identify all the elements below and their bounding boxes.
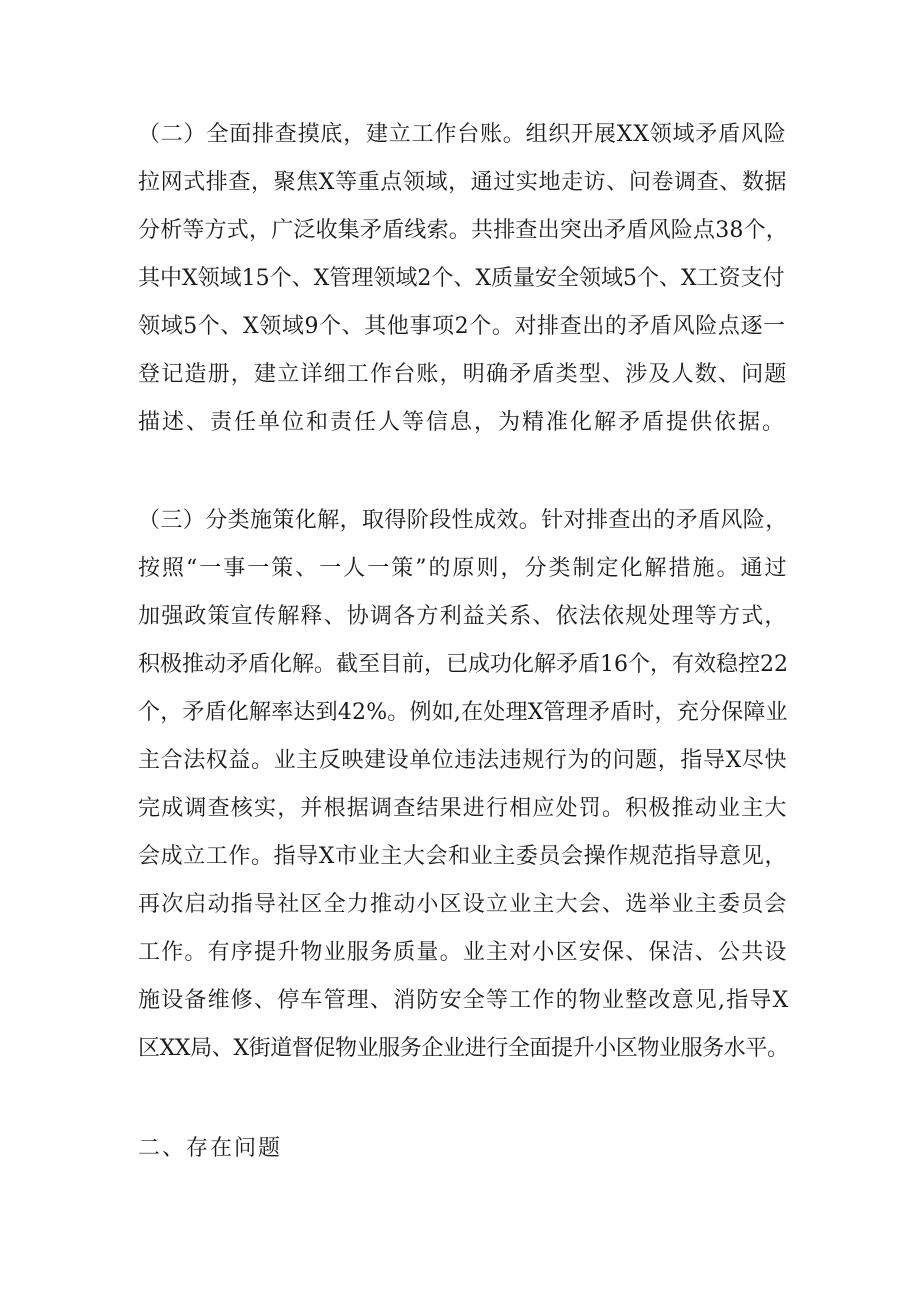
paragraph-line: （三）分类施策化解，取得阶段性成效。针对排查出的矛盾风险， — [138, 508, 788, 533]
paragraph-line: 描述、责任单位和责任人等信息，为精准化解矛盾提供依据。 — [138, 410, 787, 435]
paragraph-line: 其中X领域15个、X管理领域2个、X质量安全领域5个、X工资支付 — [138, 266, 785, 291]
paragraph-line: 区XX局、X街道督促物业服务企业进行全面提升小区物业服务水平。 — [138, 1036, 789, 1061]
paragraph-line: 再次启动指导社区全力推动小区设立业主大会、选举业主委员会 — [138, 892, 788, 917]
paragraph-line: 主合法权益。业主反映建设单位违法违规行为的问题，指导X尽快 — [138, 748, 788, 773]
paragraph-line: 完成调查核实，并根据调查结果进行相应处罚。积极推动业主大 — [138, 796, 788, 821]
paragraph-line: 拉网式排查，聚焦X等重点领域，通过实地走访、问卷调查、数据 — [138, 170, 788, 195]
paragraph-line: 积极推动矛盾化解。截至目前，已成功化解矛盾16个，有效稳控22 — [138, 652, 788, 677]
paragraph-line: 领域5个、X领域9个、其他事项2个。对排查出的矛盾风险点逐一 — [138, 314, 786, 339]
paragraph-line: 工作。有序提升物业服务质量。业主对小区安保、保洁、公共设 — [138, 940, 788, 965]
paragraph-line: 施设备维修、停车管理、消防安全等工作的物业整改意见,指导X — [138, 988, 790, 1013]
paragraph-line: 个，矛盾化解率达到42%。例如,在处理X管理矛盾时，充分保障业 — [138, 700, 788, 725]
paragraph-line: （二）全面排查摸底，建立工作台账。组织开展XX领域矛盾风险 — [138, 122, 787, 147]
paragraph-line: 加强政策宣传解释、协调各方利益关系、依法依规处理等方式， — [138, 604, 788, 629]
paragraph-line: 分析等方式，广泛收集矛盾线索。共排查出突出矛盾风险点38个， — [138, 218, 788, 243]
section-heading: 二、存在问题 — [138, 1136, 283, 1161]
paragraph-line: 会成立工作。指导X市业主大会和业主委员会操作规范指导意见， — [138, 844, 788, 869]
paragraph-line: 按照“一事一策、一人一策”的原则，分类制定化解措施。通过 — [138, 556, 789, 581]
paragraph-line: 登记造册，建立详细工作台账，明确矛盾类型、涉及人数、问题 — [138, 362, 788, 387]
